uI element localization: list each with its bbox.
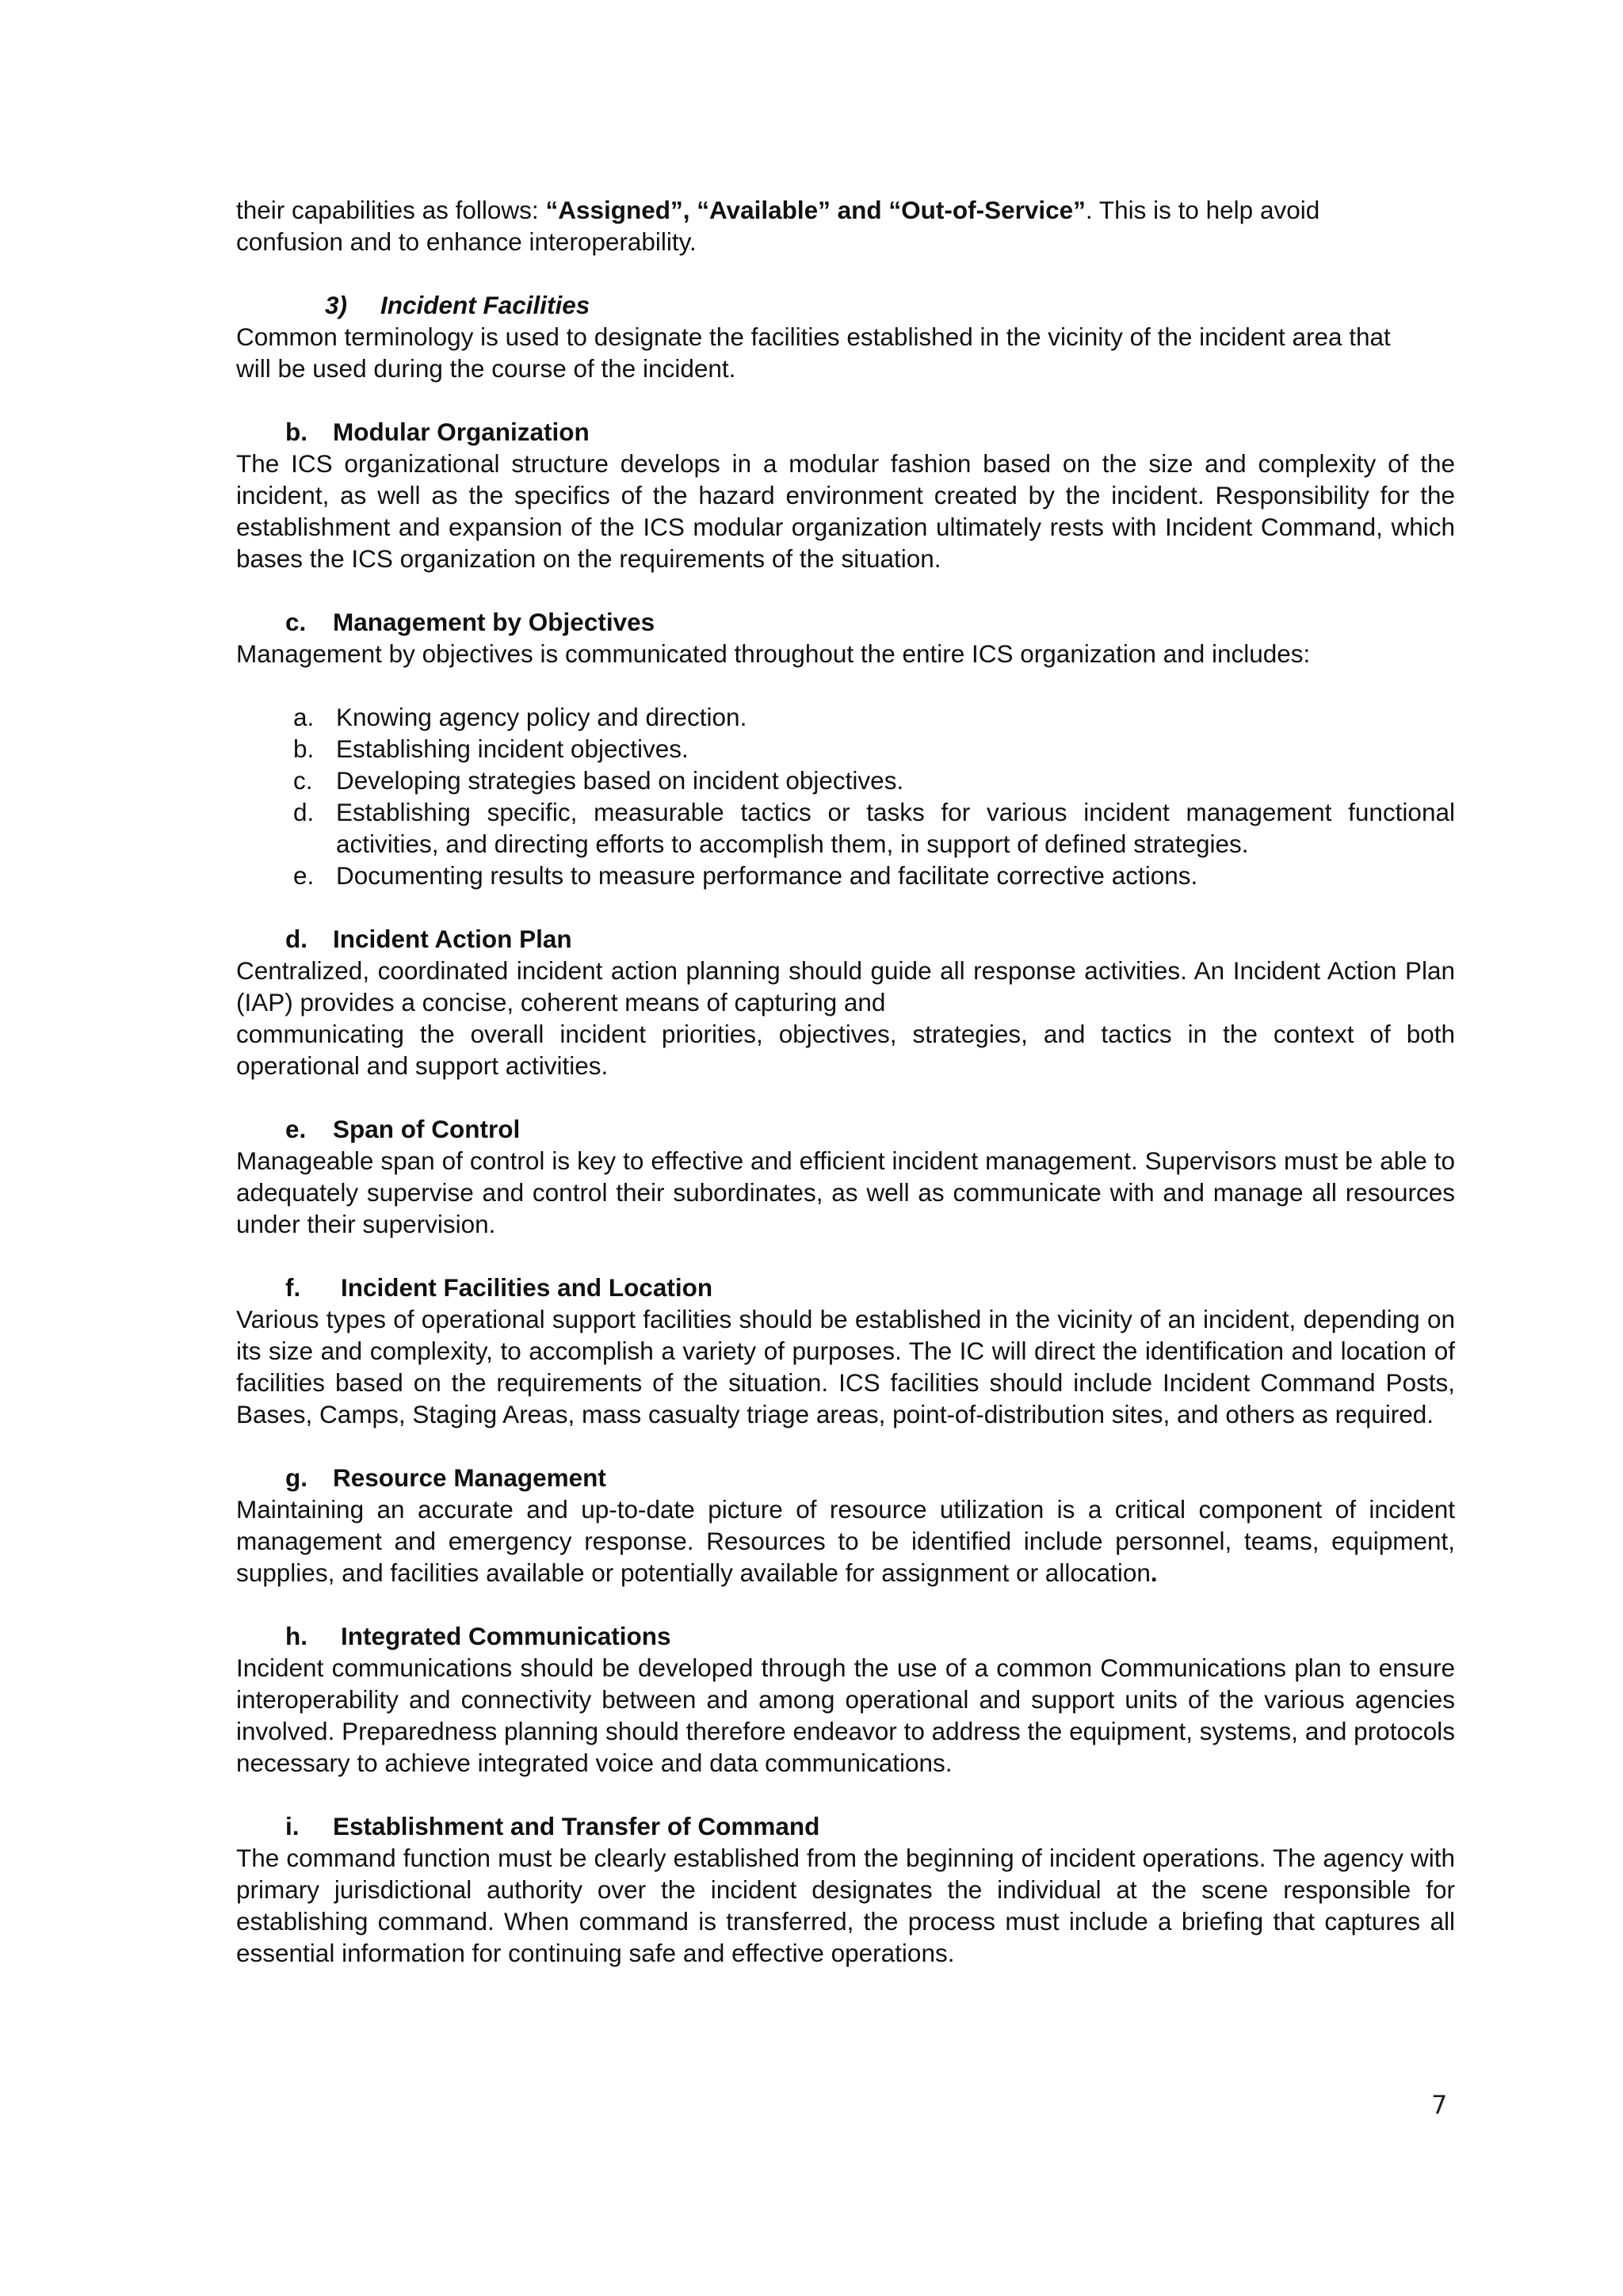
intro-text-end: . This is to help avoid <box>1085 196 1320 224</box>
section-title: Incident Action Plan <box>333 925 572 953</box>
section-letter: h. <box>285 1622 307 1650</box>
section-letter: e. <box>285 1115 307 1143</box>
subsection-heading-incident-facilities <box>236 289 1455 321</box>
list-item-text: Establishing specific, measurable tactics or tasks for various incident management functional activities, and directing efforts to accomplish them, in support of defined strategies. <box>336 798 1455 858</box>
resource-management-period: . <box>1150 1558 1158 1587</box>
list-marker: a. <box>293 703 315 731</box>
list-marker: c. <box>293 766 313 795</box>
section-letter: c. <box>285 608 307 636</box>
intro-line-2: confusion and to enhance interoperability. <box>236 227 697 256</box>
section-letter: b. <box>285 418 307 446</box>
establishment-transfer-command-body: The command function must be clearly established from the beginning of incident operations. The agency with primary jurisdictional authority over the incident designates the individual at the scene responsible for establishing command. When command is transferred, the process must include a briefing that captures all essential information for continuing safe and effective operations. <box>236 1844 1455 1967</box>
list-marker: e. <box>293 861 315 890</box>
section-letter: f. <box>285 1273 301 1302</box>
subsection-number: 3) <box>325 291 348 319</box>
section-letter: i. <box>285 1812 300 1840</box>
resource-management-text: Maintaining an accurate and up-to-date picture of resource utilization is a critical component of incident management and emergency response. Resources to be identified include personnel, teams, equipment, supplies, and facilities available or potentially available for assignment or allocation <box>236 1495 1455 1587</box>
list-item <box>236 733 1455 765</box>
list-item <box>236 860 1455 891</box>
section-heading-incident-action-plan <box>236 923 1455 955</box>
list-item <box>236 765 1455 796</box>
section-title: Resource Management <box>333 1463 606 1492</box>
span-of-control-body: Manageable span of control is key to effective and efficient incident management. Supervisors must be able to adequately supervise and control their subordinates, as well as communicate with and manage all resources under their supervision. <box>236 1146 1455 1238</box>
section-title: Integrated Communications <box>341 1622 671 1650</box>
section-heading-establishment-transfer-command <box>236 1810 1455 1842</box>
list-marker: d. <box>293 798 315 826</box>
management-by-objectives-body: Management by objectives is communicated throughout the entire ICS organization and includes: <box>236 639 1311 668</box>
incident-facilities-location-body: Various types of operational support facilities should be established in the vicinity of an incident, depending on its size and complexity, to accomplish a variety of purposes. The IC will direct the identification and location of facilities based on the requirements of the situation. ICS facilities should include Incident Command Posts, Bases, Camps, Staging Areas, mass casualty triage areas, point-of-distribution sites, and others as required. <box>236 1305 1455 1428</box>
modular-organization-body: The ICS organizational structure develops in a modular fashion based on the size and complexity of the incident, as well as the specifics of the hazard environment created by the incident. Responsibility for the establishment and expansion of the ICS modular organization ultimately rests with Incident Command, which bases the ICS organization on the requirements of the situation. <box>236 449 1455 573</box>
list-item-text: Knowing agency policy and direction. <box>336 703 747 731</box>
section-heading-management-by-objectives <box>236 606 1455 638</box>
section-title: Incident Facilities and Location <box>341 1273 713 1302</box>
list-item <box>236 796 1455 860</box>
section-title: Management by Objectives <box>333 608 655 636</box>
page-number: 7 <box>1431 2090 1448 2120</box>
section-title: Modular Organization <box>333 418 590 446</box>
section-heading-span-of-control <box>236 1113 1455 1145</box>
section-heading-modular-organization <box>236 416 1455 448</box>
list-item-text: Documenting results to measure performance and facilitate corrective actions. <box>336 861 1198 890</box>
section-title: Span of Control <box>333 1115 521 1143</box>
list-item <box>236 701 1455 733</box>
section-heading-integrated-communications <box>236 1620 1455 1652</box>
section-title: Establishment and Transfer of Command <box>333 1812 820 1840</box>
status-terms: “Assigned”, “Available” and “Out-of-Service” <box>545 196 1086 224</box>
section-heading-resource-management <box>236 1462 1455 1493</box>
text-column <box>236 194 1455 1969</box>
intro-paragraph <box>236 194 1455 257</box>
list-marker: b. <box>293 734 315 763</box>
subsection-title: Incident Facilities <box>380 291 590 319</box>
incident-action-plan-text-1: Centralized, coordinated incident action planning should guide all response activities. An Incident Action Plan (IAP) provides a concise, coherent means of capturing and <box>236 956 1455 1016</box>
intro-text: their capabilities as follows: <box>236 196 546 224</box>
incident-action-plan-body <box>236 955 1455 1018</box>
incident-facilities-body: Common terminology is used to designate the facilities established in the vicinity of the incident area that will be used during the course of the incident. <box>236 322 1391 383</box>
list-item-text: Establishing incident objectives. <box>336 734 689 763</box>
objectives-list <box>236 701 1455 891</box>
integrated-communications-body: Incident communications should be developed through the use of a common Communications plan to ensure interoperability and connectivity between and among operational and support units of the various agencies involved. Preparedness planning should therefore endeavor to address the equipment, systems, and protocols necessary to achieve integrated voice and data communications. <box>236 1653 1455 1777</box>
section-heading-incident-facilities-location <box>236 1272 1455 1303</box>
resource-management-body <box>236 1493 1455 1589</box>
list-item-text: Developing strategies based on incident objectives. <box>336 766 904 795</box>
incident-action-plan-body-2: communicating the overall incident priorities, objectives, strategies, and tactics in the context of both operational and support activities. <box>236 1020 1455 1080</box>
section-letter: g. <box>285 1463 307 1492</box>
section-letter: d. <box>285 925 307 953</box>
